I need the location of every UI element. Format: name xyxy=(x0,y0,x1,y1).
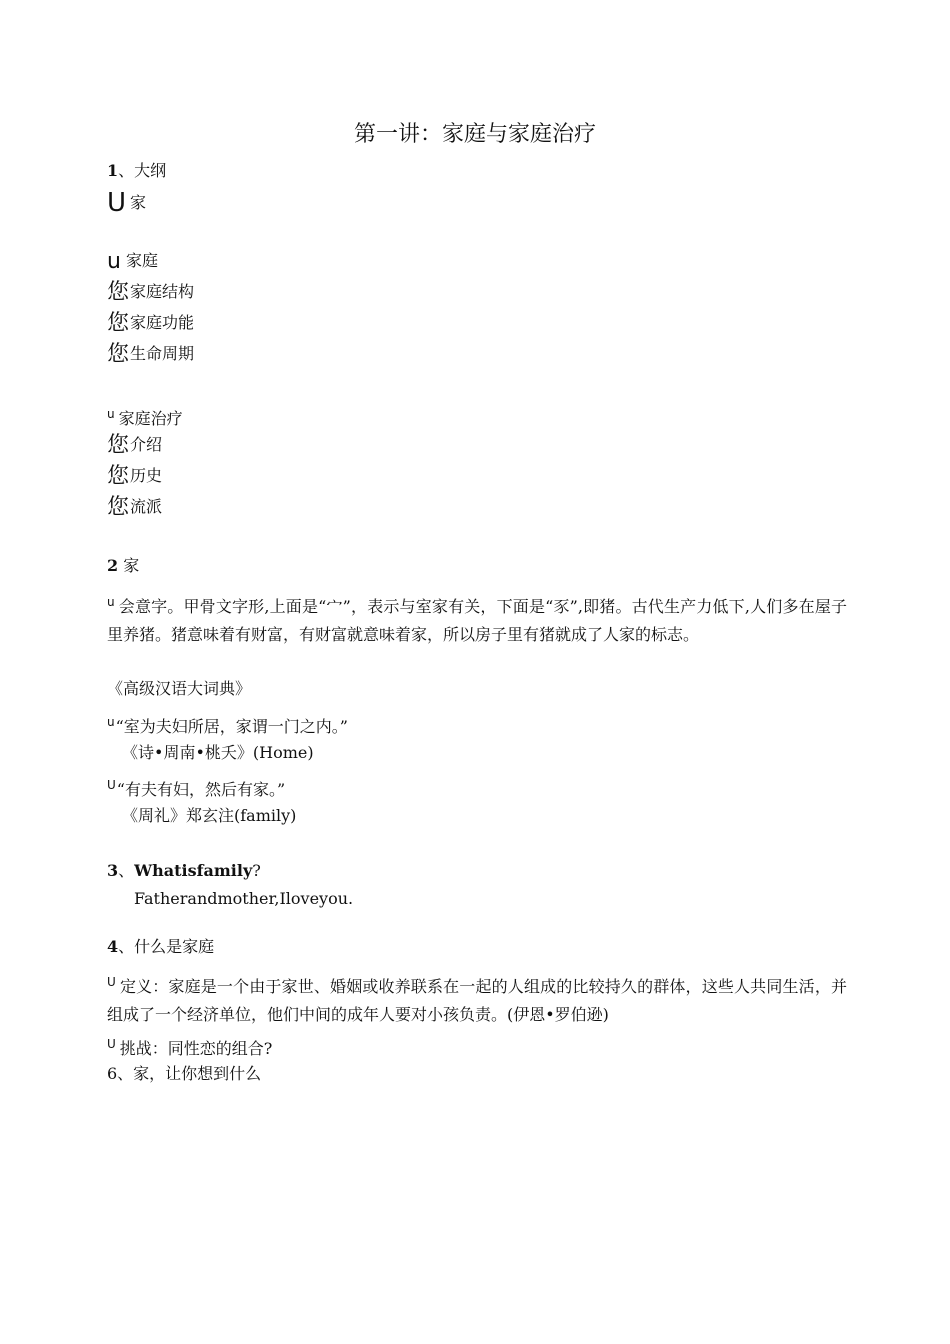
quote-line xyxy=(107,711,348,738)
section-4-heading xyxy=(107,936,214,958)
outline-item xyxy=(107,403,183,430)
outline-item-text: 家庭治疗 xyxy=(118,409,183,428)
definition-paragraph xyxy=(107,968,847,1029)
bullet-icon: 您 xyxy=(107,342,130,367)
section-4-title: 、什么是家庭 xyxy=(118,937,215,956)
outline-item xyxy=(107,190,146,216)
challenge-line xyxy=(107,1033,272,1060)
source-citation: 《高级汉语大词典》 xyxy=(107,679,252,698)
bullet-icon: u xyxy=(107,249,121,274)
outline-item-text: 流派 xyxy=(130,497,163,516)
outline-item-text: 家庭结构 xyxy=(130,282,195,301)
section-3-question-mark: ? xyxy=(252,861,261,880)
section-3-number: 3 xyxy=(107,861,119,880)
quote-text: “有夫有妇，然后有家。” xyxy=(116,780,286,799)
quote-text: “室为夫妇所居，家谓一门之内。” xyxy=(115,717,348,736)
section-3-sep: 、 xyxy=(118,861,135,880)
section-4-number: 4 xyxy=(107,937,119,956)
outline-item xyxy=(107,250,158,273)
definition-text: 定义：家庭是一个由于家世、婚姻或收养联系在一起的人组成的比较持久的群体，这些人共同生活，并组成了一个经济单位，他们中间的成年人要对小孩负责。(伊恩•罗伯逊) xyxy=(107,977,847,1024)
paragraph-text: 会意字。甲骨文字形,上面是“宀”，表示与室家有关，下面是“豕”,即猪。古代生产力低下,人们多在屋子里养猪。猪意味着有财富，有财富就意味着家，所以房子里有猪就成了人家的标志。 xyxy=(107,597,847,644)
bullet-icon: u xyxy=(107,407,115,421)
source-citation: 《诗•周南•桃夭》(Home) xyxy=(122,743,314,762)
outline-subitem xyxy=(107,281,194,304)
bullet-icon: u xyxy=(107,595,115,609)
quote-line xyxy=(107,774,285,801)
bullet-icon: U xyxy=(107,778,116,792)
bullet-icon: u xyxy=(107,715,115,729)
bullet-icon: 您 xyxy=(107,280,130,305)
section-2-heading xyxy=(107,555,139,577)
section-2-paragraph xyxy=(107,588,847,649)
page-title: 第一讲：家庭与家庭治疗 xyxy=(353,122,596,147)
source-citation: 《周礼》郑玄注(family) xyxy=(122,806,297,825)
section-3-line: Fatherandmother,Iloveyou. xyxy=(134,889,354,908)
outline-item-text: 家 xyxy=(130,193,147,212)
bullet-icon: 您 xyxy=(107,311,130,336)
outline-heading-text: 、大纲 xyxy=(118,161,167,180)
outline-item-text: 家庭 xyxy=(125,251,158,270)
bullet-icon: U xyxy=(107,975,116,989)
outline-heading-number: 1 xyxy=(107,161,119,180)
bullet-icon: U xyxy=(107,188,127,218)
outline-subitem xyxy=(107,434,162,457)
outline-item-text: 家庭功能 xyxy=(130,313,195,332)
bullet-icon: 您 xyxy=(107,464,130,489)
bullet-icon: 您 xyxy=(107,495,130,520)
outline-subitem xyxy=(107,343,194,366)
section-2-number: 2 xyxy=(107,556,119,575)
outline-item-text: 生命周期 xyxy=(130,344,195,363)
challenge-text: 挑战：同性恋的组合? xyxy=(119,1039,273,1058)
outline-subitem xyxy=(107,496,162,519)
outline-heading xyxy=(107,160,166,182)
section-3-title: Whatisfamily xyxy=(134,861,253,880)
section-3-heading xyxy=(107,860,261,882)
outline-item-text: 历史 xyxy=(130,466,163,485)
bullet-icon: 您 xyxy=(107,433,130,458)
outline-item-text: 介绍 xyxy=(130,435,163,454)
section-2-title: 家 xyxy=(123,556,140,575)
section-6-line: 6、家，让你想到什么 xyxy=(107,1064,262,1083)
outline-subitem xyxy=(107,465,162,488)
outline-subitem xyxy=(107,312,194,335)
bullet-icon: U xyxy=(107,1037,116,1051)
